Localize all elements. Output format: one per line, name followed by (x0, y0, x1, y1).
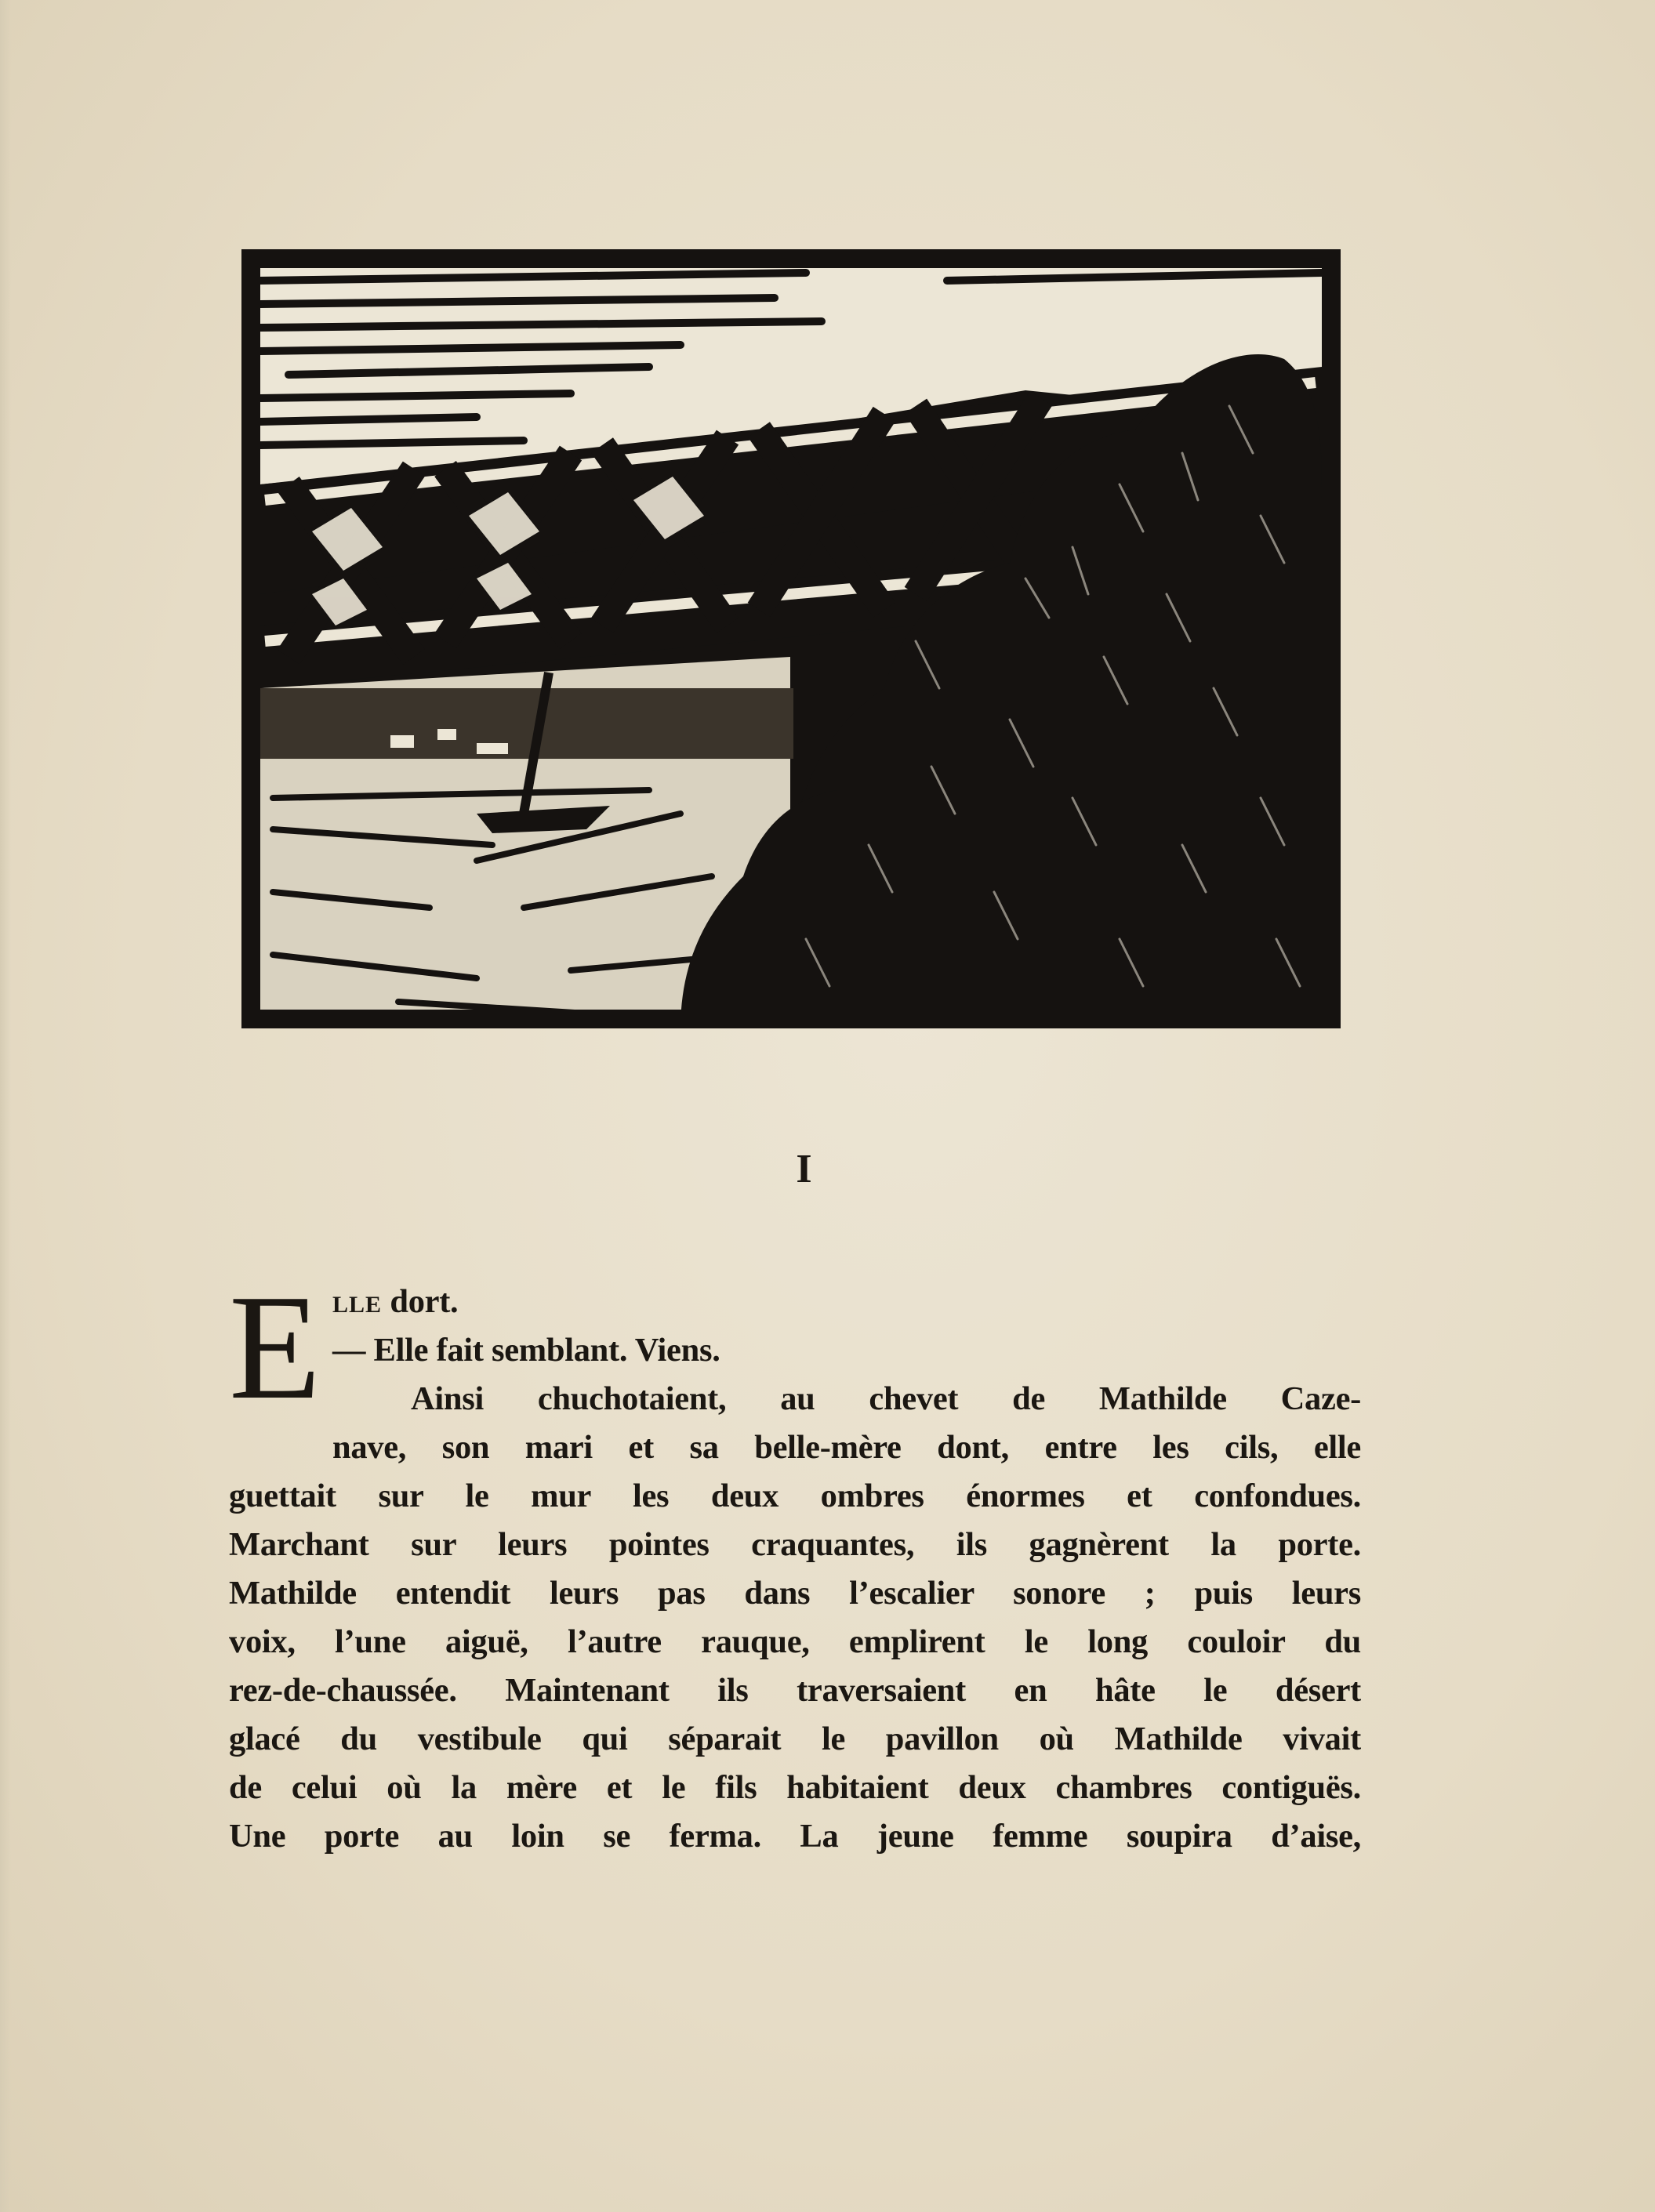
text-line-3: Ainsi chuchotaient, au chevet de Mathilde Caze- (411, 1380, 1361, 1417)
text-line-10: glacé du vestibule qui séparait le pavillon où Mathilde vivait (229, 1721, 1361, 1757)
text-line-7: Mathilde entendit leurs pas dans l’escalier sonore ; puis leurs (229, 1575, 1361, 1612)
chapter-text (229, 1264, 1361, 1861)
text-line-6: Marchant sur leurs pointes craquantes, ils gagnèrent la porte. (229, 1526, 1361, 1563)
text-line-9: rez-de-chaussée. Maintenant ils traversaient en hâte le désert (229, 1672, 1361, 1709)
text-line-12: Une porte au loin se ferma. La jeune femme soupira d’aise, (229, 1818, 1361, 1855)
drop-cap: E (229, 1264, 321, 1431)
text-line-2: — Elle fait semblant. Viens. (332, 1332, 720, 1369)
page-edge-shadow (0, 0, 11, 2212)
text-line-8: voix, l’une aiguë, l’autre rauque, emplirent le long couloir du (229, 1623, 1361, 1660)
line-1-rest: dort. (382, 1283, 459, 1320)
text-line-11: de celui où la mère et le fils habitaient deux chambres contiguës. (229, 1769, 1361, 1806)
first-word-smallcaps: lle (332, 1283, 383, 1320)
text-line-1 (332, 1278, 1361, 1326)
woodcut-illustration (241, 249, 1341, 1028)
chapter-number: I (796, 1147, 812, 1191)
text-line-4: nave, son mari et sa belle-mère dont, entre les cils, elle (332, 1429, 1361, 1466)
woodcut-bridge-river-trees-image (241, 249, 1341, 1028)
text-line-5: guettait sur le mur les deux ombres énormes et confondues. (229, 1478, 1361, 1514)
